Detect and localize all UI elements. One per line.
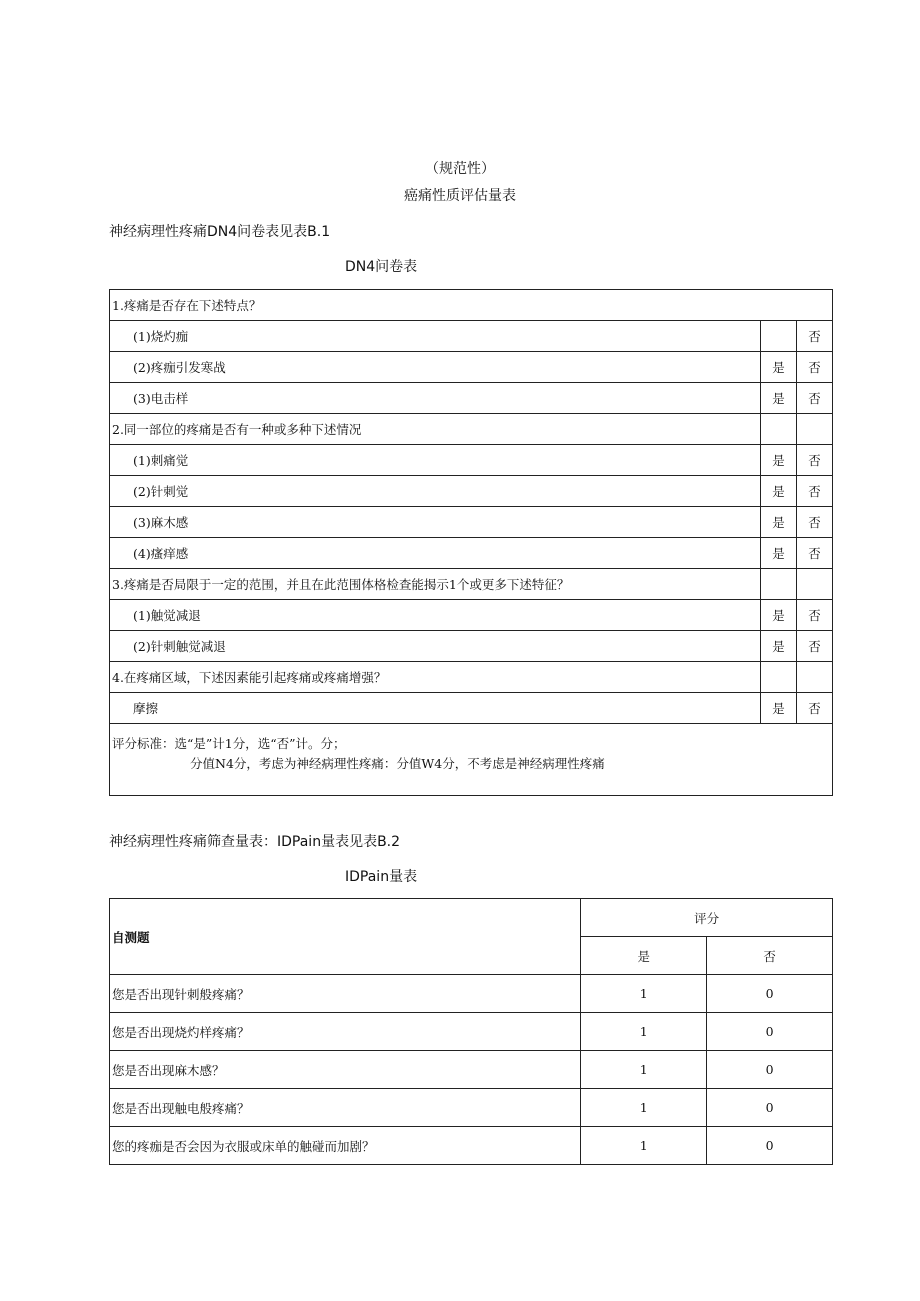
idpain-section-title-text: 神经病理性疼痛筛查量表：IDPain量表见表B.2 bbox=[109, 834, 401, 850]
dn4-section-title bbox=[109, 221, 330, 241]
table-row bbox=[110, 290, 833, 321]
yes-cell bbox=[761, 321, 797, 352]
idpain-question: 您是否出现针刺般疼痛？ bbox=[110, 975, 581, 1013]
yes-cell: 是 bbox=[761, 631, 797, 662]
col-yes: 是 bbox=[581, 937, 707, 975]
no-score: 0 bbox=[707, 1127, 833, 1165]
no-cell: 否 bbox=[797, 383, 833, 414]
no-cell: 否 bbox=[797, 693, 833, 724]
col-score: 评分 bbox=[581, 899, 833, 937]
yes-cell: 是 bbox=[761, 693, 797, 724]
yes-cell bbox=[761, 414, 797, 445]
table-row bbox=[110, 383, 833, 414]
dn4-scoring bbox=[110, 724, 833, 796]
no-cell: 否 bbox=[797, 352, 833, 383]
table-row bbox=[110, 538, 833, 569]
no-cell: 否 bbox=[797, 476, 833, 507]
idpain-table bbox=[109, 898, 833, 1165]
no-cell: 否 bbox=[797, 538, 833, 569]
no-score: 0 bbox=[707, 1089, 833, 1127]
dn4-item: (4)瘙痒感 bbox=[110, 538, 761, 569]
no-score: 0 bbox=[707, 1013, 833, 1051]
idpain-question: 您的疼痂是否会因为衣服或床单的触碰而加剧？ bbox=[110, 1127, 581, 1165]
idpain-section-title bbox=[109, 831, 400, 851]
dn4-q2: 2.同一部位的疼痛是否有一种或多种下述情况 bbox=[110, 414, 761, 445]
dn4-item: 摩擦 bbox=[110, 693, 761, 724]
idpain-question: 您是否出现麻木感？ bbox=[110, 1051, 581, 1089]
yes-cell: 是 bbox=[761, 383, 797, 414]
page-title: 癌痛性质评估量表 bbox=[404, 188, 516, 204]
no-cell: 否 bbox=[797, 507, 833, 538]
dn4-item: (3)麻木感 bbox=[110, 507, 761, 538]
no-cell: 否 bbox=[797, 445, 833, 476]
no-score: 0 bbox=[707, 1051, 833, 1089]
dn4-section-title-text: 神经病理性疼痛DN4问卷表见表B.1 bbox=[109, 224, 331, 240]
dn4-q3: 3.疼痛是否局限于一定的范围，并且在此范围体格检查能揭示1个或更多下述特征？ bbox=[110, 569, 761, 600]
no-cell: 否 bbox=[797, 321, 833, 352]
yes-score: 1 bbox=[581, 975, 707, 1013]
no-cell: 否 bbox=[797, 631, 833, 662]
yes-cell: 是 bbox=[761, 538, 797, 569]
table-row bbox=[110, 1089, 833, 1127]
table-row bbox=[110, 1051, 833, 1089]
table-row bbox=[110, 352, 833, 383]
dn4-item: (1)触觉减退 bbox=[110, 600, 761, 631]
dn4-q4: 4.在疼痛区域，下述因素能引起疼痛或疼痛增强？ bbox=[110, 662, 761, 693]
table-row bbox=[110, 693, 833, 724]
yes-cell: 是 bbox=[761, 352, 797, 383]
no-score: 0 bbox=[707, 975, 833, 1013]
yes-cell: 是 bbox=[761, 476, 797, 507]
table-row bbox=[110, 1013, 833, 1051]
no-cell: 否 bbox=[797, 600, 833, 631]
scoring-line-2: 分值N4分，考虑为神经病理性疼痛：分值W4分，不考虑是神经病理性疼痛 bbox=[190, 756, 605, 771]
yes-score: 1 bbox=[581, 1013, 707, 1051]
idpain-question: 您是否出现触电般疼痛？ bbox=[110, 1089, 581, 1127]
table-row bbox=[110, 476, 833, 507]
no-cell bbox=[797, 414, 833, 445]
table-row bbox=[110, 631, 833, 662]
table-header-row bbox=[110, 899, 833, 937]
table-row bbox=[110, 975, 833, 1013]
idpain-table-title: IDPain量表 bbox=[345, 869, 418, 885]
dn4-item: (1)烧灼痂 bbox=[110, 321, 761, 352]
yes-cell bbox=[761, 662, 797, 693]
yes-score: 1 bbox=[581, 1051, 707, 1089]
yes-score: 1 bbox=[581, 1089, 707, 1127]
no-cell bbox=[797, 569, 833, 600]
table-row bbox=[110, 600, 833, 631]
yes-cell bbox=[761, 569, 797, 600]
dn4-item: (2)针刺觉 bbox=[110, 476, 761, 507]
table-row bbox=[110, 507, 833, 538]
table-row bbox=[110, 414, 833, 445]
scoring-line-1: 评分标准：选“是”计1分，选“否”计。分； bbox=[112, 736, 346, 751]
col-no: 否 bbox=[707, 937, 833, 975]
table-row bbox=[110, 569, 833, 600]
appendix-subtitle: （规范性） bbox=[425, 161, 495, 177]
dn4-q1: 1.疼痛是否存在下述特点？ bbox=[110, 290, 833, 321]
dn4-item: (2)针刺触觉减退 bbox=[110, 631, 761, 662]
dn4-item: (3)电击样 bbox=[110, 383, 761, 414]
table-row bbox=[110, 662, 833, 693]
no-cell bbox=[797, 662, 833, 693]
col-self-test: 自测题 bbox=[110, 899, 581, 975]
yes-cell: 是 bbox=[761, 600, 797, 631]
idpain-question: 您是否出现烧灼样疼痛？ bbox=[110, 1013, 581, 1051]
yes-cell: 是 bbox=[761, 445, 797, 476]
yes-score: 1 bbox=[581, 1127, 707, 1165]
yes-cell: 是 bbox=[761, 507, 797, 538]
table-row bbox=[110, 724, 833, 796]
dn4-table-title: DN4问卷表 bbox=[345, 259, 418, 275]
table-row bbox=[110, 321, 833, 352]
dn4-item: (1)刺痛觉 bbox=[110, 445, 761, 476]
dn4-table bbox=[109, 289, 833, 796]
table-row bbox=[110, 445, 833, 476]
dn4-item: (2)疼痂引发寒战 bbox=[110, 352, 761, 383]
table-row bbox=[110, 1127, 833, 1165]
